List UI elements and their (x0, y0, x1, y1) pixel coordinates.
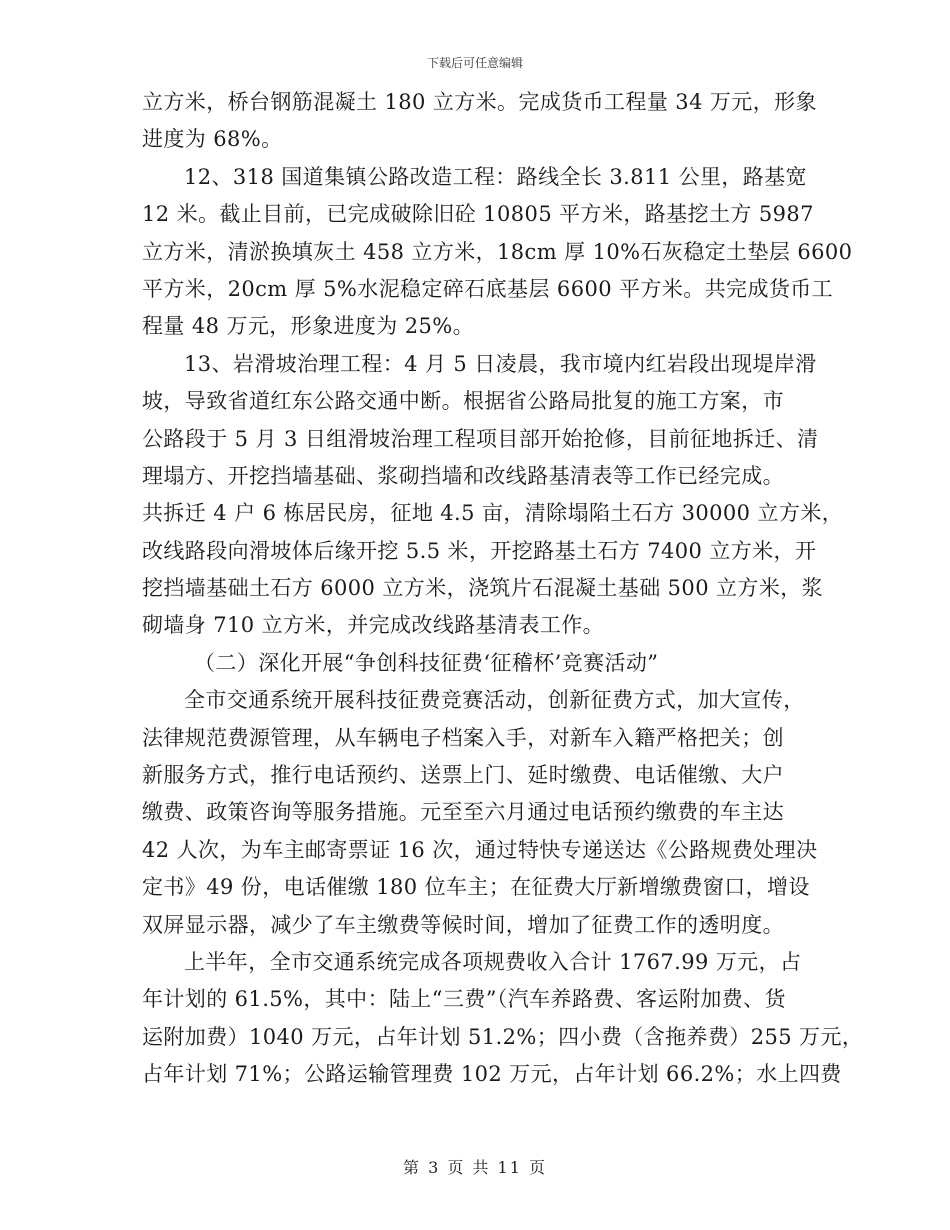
text-line: 共拆迁 4 户 6 栋居民房，征地 4.5 亩，清除塌陷土石方 30000 立方米， (142, 501, 844, 526)
text-line: 12、318 国道集镇公路改造工程：路线全长 3.811 公里，路基宽 (184, 164, 807, 189)
text-line: 进度为 68%。 (142, 127, 283, 152)
text-line: 砌墙身 710 立方米，并完成改线路基清表工作。 (142, 613, 605, 638)
text-line: 上半年，全市交通系统完成各项规费收入合计 1767.99 万元，占 (184, 949, 802, 974)
page-header: 下载后可任意编辑 (426, 56, 523, 70)
text-line: 挖挡墙基础土石方 6000 立方米，浇筑片石混凝土基础 500 立方米，浆 (142, 576, 824, 601)
text-line: 新服务方式，推行电话预约、送票上门、延时缴费、电话催缴、大户 (142, 763, 784, 788)
text-line: （二）深化开展“争创科技征费‘征稽杯’竞赛活动” (194, 650, 659, 675)
text-line: 定书》49 份，电话催缴 180 位车主；在征费大厅新增缴费窗口，增设 (142, 875, 810, 900)
text-line: 13、岩滑坡治理工程：4 月 5 日凌晨，我市境内红岩段出现堤岸滑 (184, 351, 817, 376)
text-line: 法律规范费源管理，从车辆电子档案入手，对新车入籍严格把关；创 (142, 725, 784, 750)
text-line: 缴费、政策咨询等服务措施。元至至六月通过电话预约缴费的车主达 (142, 800, 784, 825)
text-line: 理塌方、开挖挡墙基础、浆砌挡墙和改线路基清表等工作已经完成。 (142, 463, 784, 488)
text-line: 立方米，清淤换填灰土 458 立方米，18cm 厚 10%石灰稳定土垫层 6600 (142, 239, 853, 264)
text-line: 平方米，20cm 厚 5%水泥稳定碎石底基层 6600 平方米。共完成货币工 (142, 276, 834, 301)
text-line: 改线路段向滑坡体后缘开挖 5.5 米，开挖路基土石方 7400 立方米，开 (142, 538, 817, 563)
text-line: 占年计划 71%；公路运输管理费 102 万元，占年计划 66.2%；水上四费 (142, 1062, 842, 1087)
text-line: 12 米。截止目前，已完成破除旧砼 10805 平方米，路基挖土方 5987 (142, 202, 814, 227)
text-line: 双屏显示器，减少了车主缴费等候时间，增加了征费工作的透明度。 (142, 912, 784, 937)
text-line: 坡，导致省道红东公路交通中断。根据省公路局批复的施工方案，市 (142, 389, 784, 414)
document-body (142, 84, 864, 1094)
text-line: 运附加费）1040 万元，占年计划 51.2%；四小费（含拖养费）255 万元， (142, 1024, 864, 1049)
text-line: 公路段于 5 月 3 日组滑坡治理工程项目部开始抢修，目前征地拆迁、清 (142, 426, 819, 451)
text-line: 程量 48 万元，形象进度为 25%。 (142, 314, 475, 339)
text-line: 立方米，桥台钢筋混凝土 180 立方米。完成货币工程量 34 万元，形象 (142, 90, 817, 114)
text-line: 42 人次，为车主邮寄票证 16 次，通过特快专递送达《公路规费处理决 (142, 837, 818, 862)
page-footer: 第 3 页 共 11 页 (403, 1158, 547, 1177)
text-line: 年计划的 61.5%，其中：陆上“三费”（汽车养路费、客运附加费、货 (142, 987, 786, 1012)
text-line: 全市交通系统开展科技征费竞赛活动，创新征费方式，加大宣传， (184, 688, 805, 713)
